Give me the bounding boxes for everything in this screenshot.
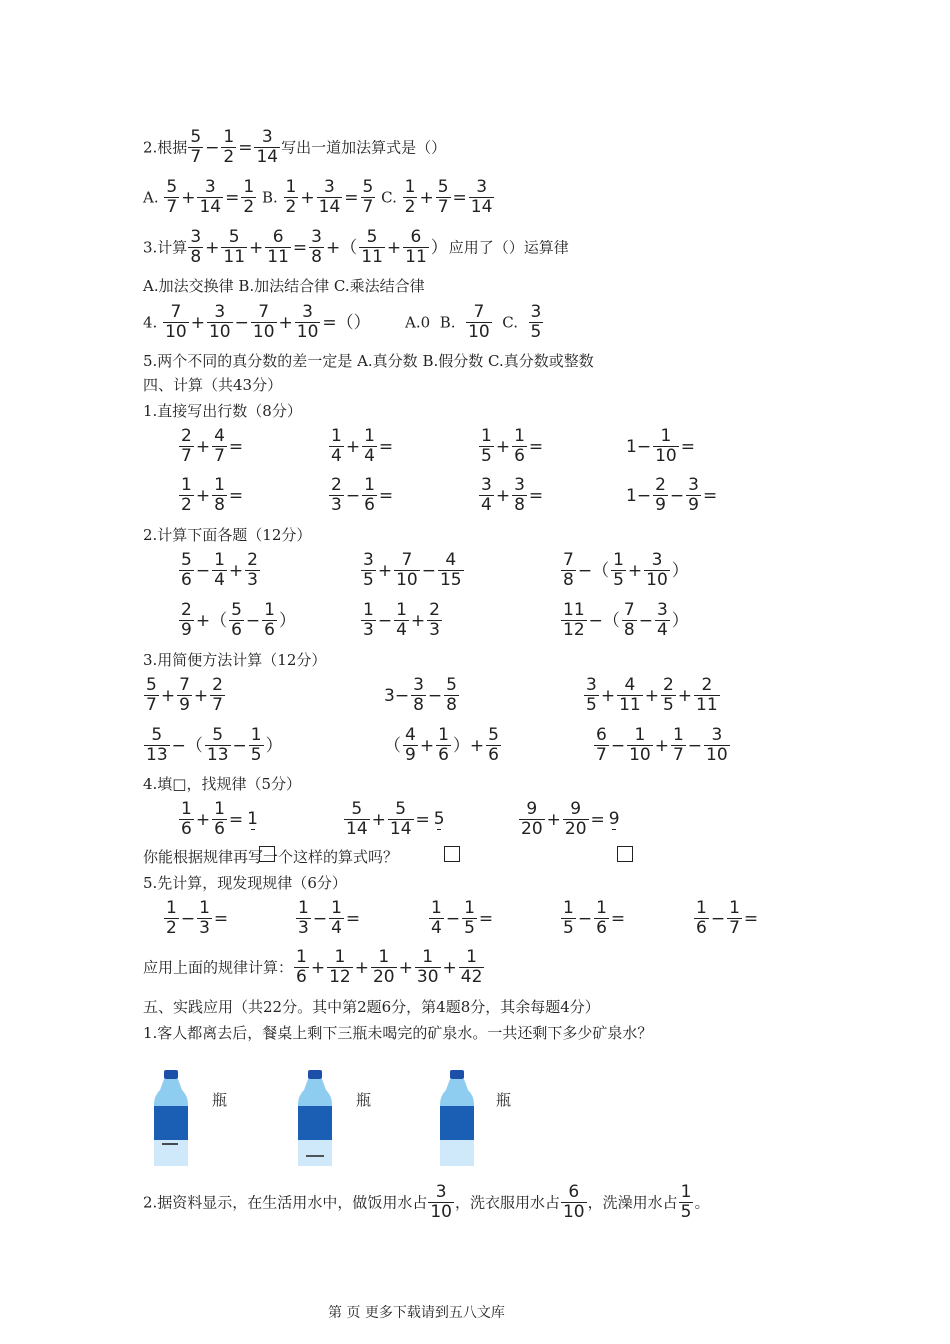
fraction: $\frac{7}{8}$ [623, 600, 635, 640]
s4-p3-item: $\frac{6}{7}$ − $\frac{1}{10}$ + $\frac{1}{7}$ − $\frac{3}{10}$ [596, 725, 728, 765]
fraction: $\frac{1}{6}$ [264, 600, 275, 640]
fraction: $\frac{3}{8}$ [311, 227, 322, 267]
q2-suffix: 写出一道加法算式是（） [281, 138, 447, 157]
q4-option-a: A.0 [405, 313, 431, 332]
fraction: $\frac{1}{6}$ [364, 475, 375, 515]
q4-option-b [465, 302, 493, 342]
fraction: $\frac{6}{10}$ [562, 1182, 585, 1222]
s5-q2-prefix: 2.据资料显示，在生活用水中，做饭用水占 [143, 1193, 428, 1212]
fraction: $\frac{6}{11}$ [405, 227, 427, 267]
fraction: $\frac{5}{6}$ [181, 550, 192, 590]
answer-box[interactable] [444, 846, 460, 862]
q2-option-a: $\frac{5}{7}$ + $\frac{3}{14}$ = $\frac{1}{2}$ [166, 177, 255, 217]
q5-line: 5.两个不同的真分数的差一定是 A.真分数 B.假分数 C.真分数或整数 [143, 352, 594, 370]
s4-p3-item: 3− $\frac{3}{8}$ − $\frac{5}{8}$ [384, 675, 457, 715]
q3-prefix: 3.计算 [143, 238, 188, 257]
fraction: $\frac{9}{20}$ [521, 799, 543, 839]
fraction: 5 [433, 808, 445, 829]
q3-options: A.加法交换律 B.加法结合律 C.乘法结合律 [143, 277, 425, 295]
fraction: $\frac{3}{14}$ [470, 177, 493, 217]
fraction: $\frac{2}{3}$ [429, 600, 440, 640]
fraction: $\frac{5}{7}$ [146, 675, 157, 715]
s4-p2-item: $\frac{1}{3}$ − $\frac{1}{4}$ + $\frac{2}{3}$ [363, 600, 440, 640]
s4-p4-item: $\frac{1}{6}$ + $\frac{1}{6}$ = 1 [181, 799, 258, 839]
s4-p5-item: $\frac{1}{5}$ − $\frac{1}{6}$ = [563, 898, 626, 938]
s4-part4-title: 4.填□，找规律（5分） [143, 775, 302, 793]
fraction: $\frac{1}{6}$ [596, 898, 607, 938]
fraction: $\frac{5}{11}$ [223, 227, 246, 267]
section5-title: 五、实践应用（共22分。其中第2题6分，第4题8分，其余每题4分） [143, 998, 600, 1016]
fraction: $\frac{3}{8}$ [514, 475, 525, 515]
fraction: $\frac{5}{14}$ [346, 799, 368, 839]
fraction: $\frac{5}{7}$ [166, 177, 178, 217]
fraction: $\frac{5}{6}$ [231, 600, 242, 640]
fraction: $\frac{1}{5}$ [680, 1182, 692, 1222]
fraction: $\frac{1}{2}$ [223, 127, 235, 167]
s4-p1-item: $\frac{1}{5}$ + $\frac{1}{6}$ = [481, 426, 544, 466]
q4-option-c [528, 302, 545, 342]
q2-equation: $\frac{5}{7}$ − $\frac{1}{2}$ = $\frac{3}{14}$ [190, 127, 279, 167]
q2-options [143, 178, 495, 217]
fraction: $\frac{3}{10}$ [706, 725, 728, 765]
q3-equation: $\frac{3}{8}$ + $\frac{5}{11}$ + $\frac{6}{11}$ = $\frac{3}{8}$ +（ $\frac{5}{11}$ + $\frac{6}{11}$ ） [190, 227, 448, 267]
fraction: $\frac{1}{3}$ [199, 898, 210, 938]
s4-p5-apply-prefix: 应用上面的规律计算： [143, 958, 294, 977]
fraction: $\frac{1}{10}$ [629, 725, 651, 765]
fraction: $\frac{1}{2}$ [181, 475, 192, 515]
fraction: $\frac{3}{4}$ [481, 475, 492, 515]
s5-q2-end: 。 [694, 1193, 710, 1212]
fraction: $\frac{2}{11}$ [696, 675, 718, 715]
fraction: $\frac{1}{2}$ [404, 177, 416, 217]
fraction: $\frac{5}{7}$ [362, 177, 374, 217]
fraction: $\frac{3}{10}$ [430, 1182, 452, 1222]
fraction: $\frac{1}{2}$ [285, 177, 297, 217]
fraction: $\frac{5}{11}$ [361, 227, 383, 267]
fraction: $\frac{1}{4}$ [396, 600, 407, 640]
fraction: $\frac{1}{20}$ [372, 947, 395, 987]
fraction: $\frac{5}{8}$ [446, 675, 457, 715]
fraction: $\frac{1}{4}$ [214, 550, 225, 590]
bottle-unit-label: 瓶 [212, 1091, 228, 1109]
fraction: $\frac{3}{5}$ [363, 550, 374, 590]
fraction: $\frac{7}{9}$ [179, 675, 190, 715]
bottle-unit-label: 瓶 [356, 1091, 372, 1109]
s5-q1: 1.客人都离去后，餐桌上剩下三瓶未喝完的矿泉水。一共还剩下多少矿泉水？ [143, 1024, 653, 1042]
fraction: $\frac{3}{14}$ [256, 127, 279, 167]
s5-q2 [143, 1183, 709, 1222]
s4-p2-item: $\frac{5}{6}$ − $\frac{1}{4}$ + $\frac{2}{3}$ [181, 550, 258, 590]
fraction: $\frac{4}{11}$ [619, 675, 641, 715]
q4-option-b-label: B. [439, 313, 456, 332]
fraction: $\frac{2}{9}$ [181, 600, 192, 640]
s4-p1-item: $\frac{2}{3}$ − $\frac{1}{6}$ = [331, 475, 394, 515]
fraction: $\frac{1}{6}$ [214, 799, 225, 839]
s4-p4-item: $\frac{9}{20}$ + $\frac{9}{20}$ = 9 [521, 799, 620, 839]
fraction: $\frac{7}{8}$ [563, 550, 574, 590]
fraction: $\frac{1}{5}$ [613, 550, 624, 590]
s5-q2-mid1: ，洗衣服用水占 [454, 1193, 560, 1212]
s4-p5-item: $\frac{1}{4}$ − $\frac{1}{5}$ = [431, 898, 494, 938]
s4-p1-item: $\frac{1}{4}$ + $\frac{1}{4}$ = [331, 426, 394, 466]
fraction: $\frac{5}{13}$ [146, 725, 168, 765]
fraction: $\frac{3}{9}$ [688, 475, 699, 515]
fraction: $\frac{1}{4}$ [431, 898, 442, 938]
s5-q2-fraction-cooking [427, 1182, 455, 1222]
q2-prefix: 2.根据 [143, 138, 188, 157]
fraction: $\frac{1}{2}$ [166, 898, 177, 938]
fraction: $\frac{1}{6}$ [438, 725, 449, 765]
fraction: $\frac{1}{10}$ [655, 426, 677, 466]
fraction: $\frac{4}{15}$ [439, 550, 462, 590]
q2-line [143, 128, 446, 167]
fraction: $\frac{3}{5}$ [530, 302, 542, 342]
fraction: $\frac{1}{5}$ [464, 898, 475, 938]
s4-p5-item: $\frac{1}{2}$ − $\frac{1}{3}$ = [166, 898, 229, 938]
fraction: $\frac{5}{13}$ [206, 725, 229, 765]
fraction: $\frac{7}{10}$ [165, 302, 187, 342]
s4-p3-item: （ $\frac{4}{9}$ + $\frac{1}{6}$ ）+ $\frac{5}{6}$ [384, 725, 499, 765]
s4-part1-title: 1.直接写出行数（8分） [143, 402, 302, 420]
fraction: $\frac{5}{6}$ [488, 725, 499, 765]
fraction: $\frac{1}{6}$ [296, 947, 307, 987]
s5-q2-mid2: ，洗澡用水占 [587, 1193, 678, 1212]
fraction: $\frac{3}{8}$ [190, 227, 202, 267]
fraction: $\frac{1}{7}$ [729, 898, 740, 938]
s4-part5-title: 5.先计算，现发现规律（6分） [143, 874, 347, 892]
s4-p5-apply [143, 948, 485, 987]
fraction: $\frac{2}{3}$ [331, 475, 342, 515]
fraction: $\frac{7}{10}$ [396, 550, 418, 590]
s4-p2-item: $\frac{2}{9}$ +（ $\frac{5}{6}$ − $\frac{1}{6}$ ） [181, 600, 296, 640]
s4-p1-item: $\frac{3}{4}$ + $\frac{3}{8}$ = [481, 475, 544, 515]
fraction: $\frac{1}{12}$ [329, 947, 351, 987]
s4-p2-item: $\frac{11}{12}$ −（ $\frac{7}{8}$ − $\frac{3}{4}$ ） [563, 600, 689, 640]
fraction: $\frac{11}{12}$ [563, 600, 585, 640]
fraction: $\frac{2}{7}$ [212, 675, 223, 715]
q2-option-b: $\frac{1}{2}$ + $\frac{3}{14}$ = $\frac{5}{7}$ [285, 177, 374, 217]
fraction: $\frac{6}{11}$ [267, 227, 289, 267]
q4-prefix: 4. [143, 313, 158, 332]
fraction: $\frac{1}{4}$ [364, 426, 375, 466]
fraction: $\frac{2}{3}$ [247, 550, 258, 590]
fraction: $\frac{3}{10}$ [208, 302, 231, 342]
s4-p3-item: $\frac{5}{7}$ + $\frac{7}{9}$ + $\frac{2}{7}$ [146, 675, 223, 715]
s4-part3-title: 3.用简便方法计算（12分） [143, 651, 327, 669]
fraction: $\frac{3}{8}$ [413, 675, 424, 715]
s5-q2-fraction-bathing [678, 1182, 695, 1222]
fraction: $\frac{2}{7}$ [181, 426, 192, 466]
fraction: $\frac{2}{9}$ [655, 475, 666, 515]
fraction: $\frac{3}{4}$ [656, 600, 668, 640]
fraction: $\frac{1}{3}$ [298, 898, 309, 938]
q2-option-c: $\frac{1}{2}$ + $\frac{5}{7}$ = $\frac{3}{14}$ [404, 177, 493, 217]
s5-q2-fraction-laundry [560, 1182, 588, 1222]
s4-p2-item: $\frac{3}{5}$ + $\frac{7}{10}$ − $\frac{4}{15}$ [363, 550, 462, 590]
fraction: $\frac{5}{14}$ [389, 799, 412, 839]
fraction: $\frac{9}{20}$ [564, 799, 587, 839]
q3-suffix: 应用了（）运算律 [448, 238, 569, 257]
water-bottle-icon [152, 1070, 190, 1166]
q4-line [143, 303, 544, 342]
s4-p2-item: $\frac{7}{8}$ −（ $\frac{1}{5}$ + $\frac{3}{10}$ ） [563, 550, 689, 590]
fraction: $\frac{1}{2}$ [243, 177, 255, 217]
s4-p1-item: $\frac{2}{7}$ + $\frac{4}{7}$ = [181, 426, 244, 466]
fraction: $\frac{2}{5}$ [662, 675, 674, 715]
fraction: $\frac{1}{5}$ [250, 725, 262, 765]
bottle-unit-label: 瓶 [496, 1091, 512, 1109]
fraction: $\frac{7}{10}$ [468, 302, 490, 342]
s4-p4-item: $\frac{5}{14}$ + $\frac{5}{14}$ = 5 [346, 799, 445, 839]
s4-p4-question: 你能根据规律再写一个这样的算式吗？ [143, 848, 399, 866]
s4-p5-item: $\frac{1}{6}$ − $\frac{1}{7}$ = [696, 898, 759, 938]
fraction: $\frac{3}{5}$ [586, 675, 597, 715]
fraction: $\frac{1}{3}$ [363, 600, 374, 640]
section4-title: 四、计算（共43分） [143, 376, 283, 394]
s4-part2-title: 2.计算下面各题（12分） [143, 526, 312, 544]
s4-p5-apply-expr: $\frac{1}{6}$ + $\frac{1}{12}$ + $\frac{1}{20}$ + $\frac{1}{30}$ + $\frac{1}{42}$ [296, 947, 483, 987]
water-bottle-icon [438, 1070, 476, 1166]
fraction: $\frac{1}{5}$ [481, 426, 492, 466]
fraction: $\frac{3}{14}$ [199, 177, 222, 217]
q4-equation: $\frac{7}{10}$ + $\frac{3}{10}$ − $\frac{7}{10}$ + $\frac{3}{10}$ =（） [165, 302, 371, 342]
q3-line [143, 228, 569, 267]
fraction: $\frac{1}{4}$ [331, 898, 342, 938]
s4-p3-item: $\frac{5}{13}$ −（ $\frac{5}{13}$ − $\frac{1}{5}$ ） [146, 725, 283, 765]
q2-option-a-label: A. [143, 188, 159, 207]
fraction: 1 [247, 808, 258, 829]
fraction: $\frac{1}{6}$ [181, 799, 192, 839]
q4-option-c-label: C. [502, 313, 518, 332]
fraction: 9 [608, 808, 620, 829]
fraction: $\frac{3}{10}$ [646, 550, 668, 590]
s4-p1-item: $\frac{1}{2}$ + $\frac{1}{8}$ = [181, 475, 244, 515]
fraction: $\frac{7}{10}$ [252, 302, 275, 342]
fraction: $\frac{1}{8}$ [214, 475, 225, 515]
fraction: $\frac{6}{7}$ [596, 725, 607, 765]
fraction: $\frac{5}{7}$ [190, 127, 202, 167]
fraction: $\frac{4}{7}$ [214, 426, 225, 466]
fraction: $\frac{3}{10}$ [296, 302, 319, 342]
q2-option-b-label: B. [261, 188, 278, 207]
fraction: $\frac{1}{7}$ [672, 725, 684, 765]
fraction: $\frac{3}{14}$ [318, 177, 341, 217]
fraction: $\frac{4}{9}$ [405, 725, 416, 765]
fraction: $\frac{5}{7}$ [437, 177, 449, 217]
answer-box[interactable] [617, 846, 633, 862]
s4-p1-item: 1− $\frac{2}{9}$ − $\frac{3}{9}$ = [626, 475, 718, 515]
fraction: $\frac{1}{30}$ [416, 947, 439, 987]
s4-p5-item: $\frac{1}{3}$ − $\frac{1}{4}$ = [298, 898, 361, 938]
fraction: $\frac{1}{6}$ [696, 898, 707, 938]
fraction: $\frac{1}{5}$ [563, 898, 574, 938]
water-bottle-icon [296, 1070, 334, 1166]
s4-p3-item: $\frac{3}{5}$ + $\frac{4}{11}$ + $\frac{2}{5}$ + $\frac{2}{11}$ [586, 675, 718, 715]
fraction: $\frac{1}{6}$ [514, 426, 525, 466]
page-footer: 第 页 更多下载请到五八文库 [328, 1305, 505, 1321]
fraction: $\frac{1}{4}$ [331, 426, 342, 466]
fraction: $\frac{1}{42}$ [460, 947, 483, 987]
s4-p1-item: 1− $\frac{1}{10}$ = [626, 426, 695, 466]
q2-option-c-label: C. [381, 188, 397, 207]
